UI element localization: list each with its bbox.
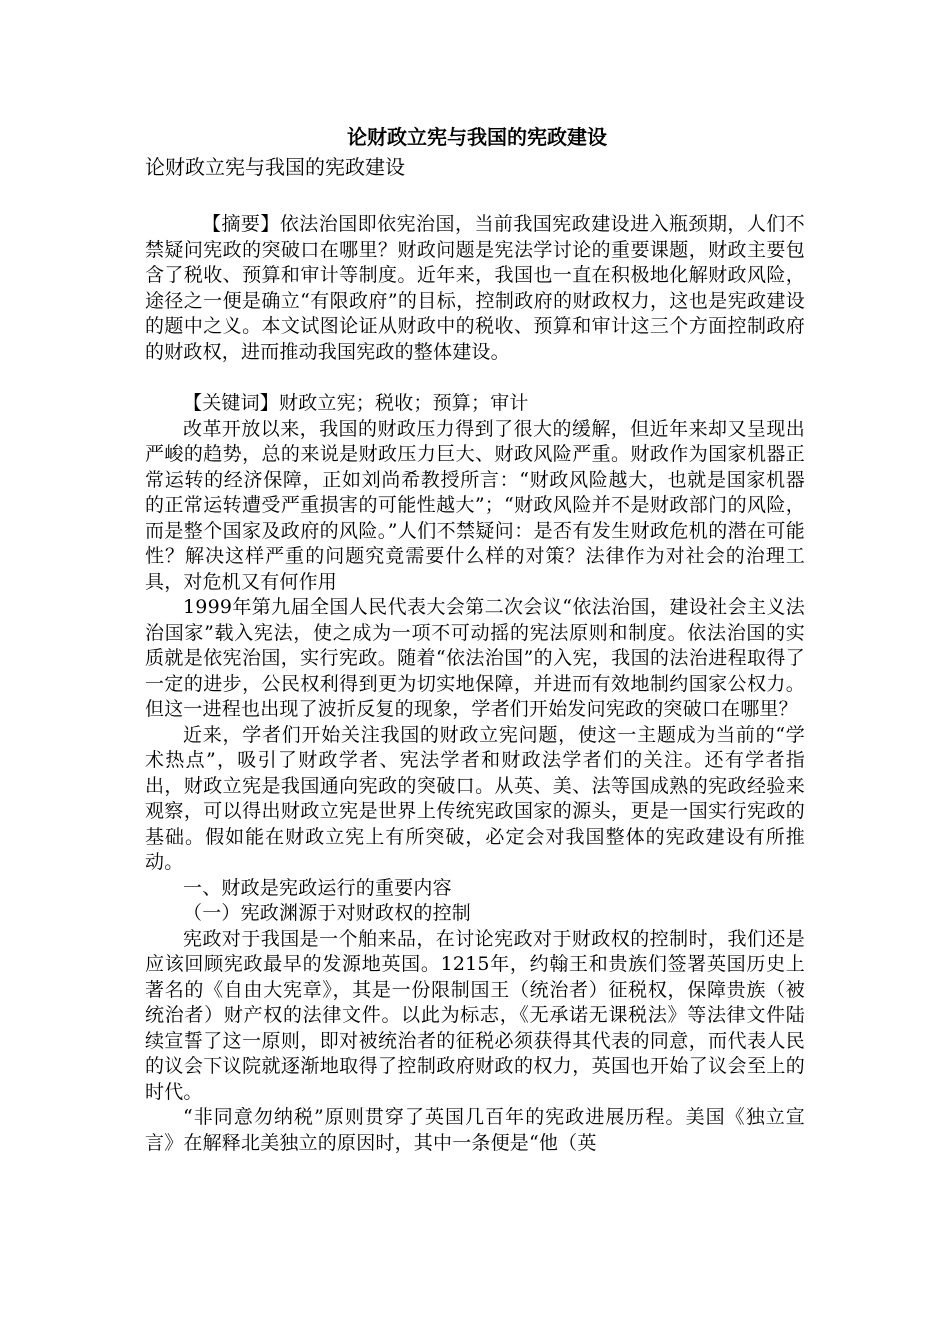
section-heading: 一、财政是宪政运行的重要内容 <box>183 876 452 899</box>
body-paragraph-1: 改革开放以来，我国的财政压力得到了很大的缓解，但近年来却又呈现出严峻的趋势，总的来说是财政压力巨大、财政风险严重。财政作为国家机器正常运转的经济保障，正如刘尚希教授所言：“财政风险越大，也就是国家机器的正常运转遭受严重损害的可能性越大”；“财政风险并不是财政部门的风险，而是整个国家及政府的风险。”人们不禁疑问：是否有发生财政危机的潜在可能性？解决这样严重的问题究竟需要什么样的对策？法律作为对社会的治理工具，对危机又有何作用 <box>145 417 805 593</box>
document-title: 论财政立宪与我国的宪政建设 <box>347 125 607 149</box>
abstract-paragraph: 【摘要】依法治国即依宪治国，当前我国宪政建设进入瓶颈期，人们不禁疑问宪政的突破口在哪里？财政问题是宪法学讨论的重要课题，财政主要包含了税收、预算和审计等制度。近年来，我国也一直在积极地化解财政风险，途径之一便是确立“有限政府”的目标，控制政府的财政权力，这也是宪政建设的题中之义。本文试图论证从财政中的税收、预算和审计这三个方面控制政府的财政权，进而推动我国宪政的整体建设。 <box>145 213 805 363</box>
body-paragraph-5: “非同意勿纳税”原则贯穿了英国几百年的宪政进展历程。美国《独立宣言》在解释北美独立的原因时，其中一条便是“他（英 <box>145 1106 805 1154</box>
document-page <box>145 122 805 1156</box>
body-paragraph-3: 近来，学者们开始关注我国的财政立宪问题，使这一主题成为当前的“学术热点”，吸引了财政学者、宪法学者和财政法学者们的关注。还有学者指出，财政立宪是我国通向宪政的突破口。从英、美、法等国成熟的宪政经验来观察，可以得出财政立宪是世界上传统宪政国家的源头，更是一国实行宪政的基础。假如能在财政立宪上有所突破，必定会对我国整体的宪政建设有所推动。 <box>145 723 805 873</box>
body-paragraph-4: 宪政对于我国是一个舶来品，在讨论宪政对于财政权的控制时，我们还是应该回顾宪政最早的发源地英国。1215年，约翰王和贵族们签署英国历史上著名的《自由大宪章》，其是一份限制国王（统治者）征税权，保障贵族（被统治者）财产权的法律文件。以此为标志，《无承诺无课税法》等法律文件陆续宣誓了这一原则，即对被统治者的征税必须获得其代表的同意，而代表人民的议会下议院就逐渐地取得了控制政府财政的权力，英国也开始了议会至上的时代。 <box>145 927 805 1103</box>
subsection-heading: （一）宪政渊源于对财政权的控制 <box>183 902 472 924</box>
body-paragraph-2: 1999年第九届全国人民代表大会第二次会议“依法治国，建设社会主义法治国家”载入宪法，使之成为一项不可动摇的宪法原则和制度。依法治国的实质就是依宪治国，实行宪政。随着“依法治国”的入宪，我国的法治进程取得了一定的进步，公民权利得到更为切实地保障，并进而有效地制约国家公权力。但这一进程也出现了波折反复的现象，学者们开始发问宪政的突破口在哪里？ <box>145 596 805 720</box>
spacer <box>145 365 805 391</box>
keywords-line: 【关键词】财政立宪；税收；预算；审计 <box>183 392 529 414</box>
document-subtitle: 论财政立宪与我国的宪政建设 <box>145 155 405 179</box>
